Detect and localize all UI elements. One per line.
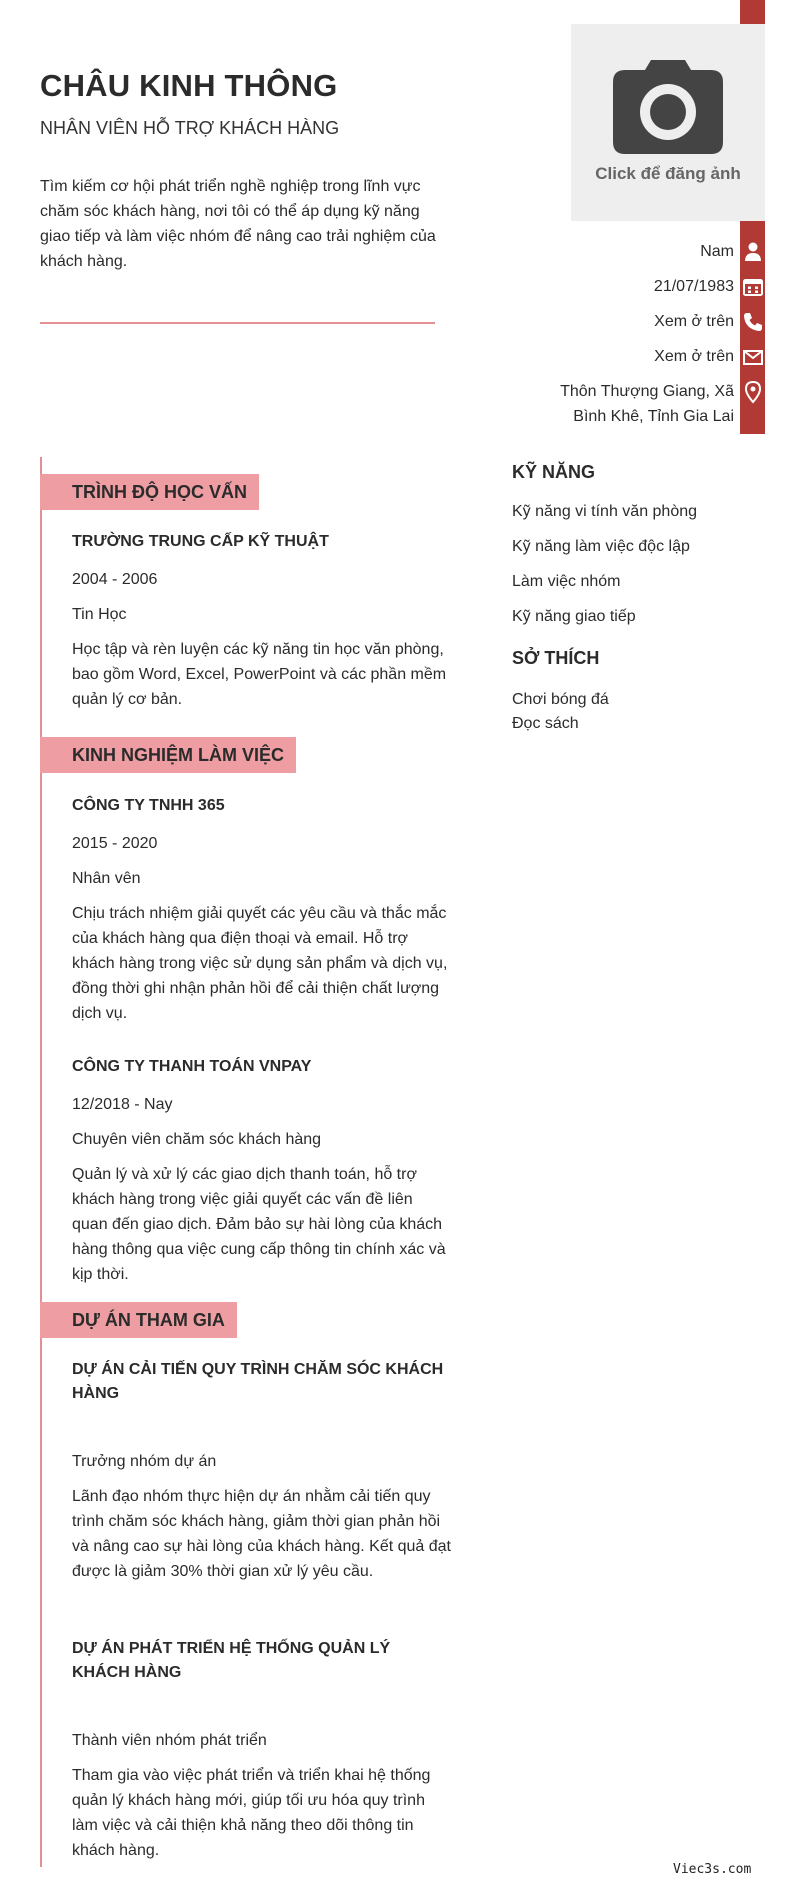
skills-heading: KỸ NĂNG (512, 462, 596, 482)
skill-item: Kỹ năng giao tiếp (512, 608, 636, 625)
education-description: Học tập và rèn luyện các kỹ năng tin học văn phòng, bao gồm Word, Excel, PowerPoint và các phần mềm quản lý cơ bản. (72, 641, 447, 708)
education-period: 2004 - 2006 (72, 571, 158, 588)
project-description: Tham gia vào việc phát triển và triển khai hệ thống quản lý khách hàng mới, giúp tối ưu hóa quy trình làm việc và cải thiện khả năng theo dõi thông tin khách hàng. (72, 1767, 431, 1859)
experience-heading: KINH NGHIỆM LÀM VIỆC (40, 737, 296, 773)
gender-value: Nam (700, 243, 734, 260)
projects-heading: DỰ ÁN THAM GIA (40, 1302, 237, 1338)
hobbies-heading: SỞ THÍCH (512, 648, 600, 668)
project-role: Thành viên nhóm phát triển (72, 1732, 267, 1749)
project-role: Trưởng nhóm dự án (72, 1453, 217, 1470)
hobby-item: Đọc sách (512, 715, 579, 732)
email-value: Xem ở trên (654, 348, 734, 365)
photo-upload[interactable] (571, 24, 765, 221)
site-watermark: Viec3s.com (673, 1862, 752, 1877)
calendar-icon (741, 275, 765, 299)
person-icon (741, 240, 765, 264)
job-title: NHÂN VIÊN HỖ TRỢ KHÁCH HÀNG (40, 118, 340, 138)
career-objective: Tìm kiếm cơ hội phát triển nghề nghiệp trong lĩnh vực chăm sóc khách hàng, nơi tôi có thể áp dụng kỹ năng giao tiếp và làm việc nhóm để nâng cao trải nghiệm của khách hàng. (40, 178, 436, 270)
skill-item: Kỹ năng vi tính văn phòng (512, 503, 698, 520)
experience-position: Nhân vên (72, 870, 141, 887)
phone-icon (741, 310, 765, 334)
photo-upload-label: Click để đăng ảnh (595, 164, 741, 183)
experience-period: 12/2018 - Nay (72, 1096, 173, 1113)
header-divider (40, 322, 435, 324)
experience-position: Chuyên viên chăm sóc khách hàng (72, 1131, 322, 1148)
accent-bar-top (740, 0, 765, 24)
experience-company: CÔNG TY THANH TOÁN VNPAY (72, 1058, 312, 1075)
project-name: DỰ ÁN CẢI TIẾN QUY TRÌNH CHĂM SÓC KHÁCH HÀNG (72, 1361, 444, 1402)
skill-item: Kỹ năng làm việc độc lập (512, 538, 690, 555)
address-line-1: Thôn Thượng Giang, Xã (560, 383, 734, 400)
project-name: DỰ ÁN PHÁT TRIỂN HỆ THỐNG QUẢN LÝ KHÁCH HÀNG (72, 1640, 391, 1681)
mail-icon (741, 345, 765, 369)
hobby-item: Chơi bóng đá (512, 691, 609, 708)
project-description: Lãnh đạo nhóm thực hiện dự án nhằm cải tiến quy trình chăm sóc khách hàng, giảm thời gian phản hồi và nâng cao sự hài lòng của khách hàng. Kết quả đạt được là giảm 30% thời gian xử lý yêu cầu. (72, 1488, 451, 1580)
birthday-value: 21/07/1983 (653, 278, 734, 295)
section-timeline (40, 457, 42, 1867)
candidate-name: CHÂU KINH THÔNG (40, 68, 338, 103)
education-heading: TRÌNH ĐỘ HỌC VẤN (40, 474, 259, 510)
education-school: TRƯỜNG TRUNG CẤP KỸ THUẬT (72, 533, 329, 550)
education-major: Tin Học (72, 606, 127, 623)
address-line-2: Bình Khê, Tỉnh Gia Lai (573, 408, 734, 425)
skill-item: Làm việc nhóm (512, 573, 621, 590)
camera-icon (611, 54, 725, 154)
location-icon (741, 380, 765, 404)
experience-period: 2015 - 2020 (72, 835, 158, 852)
experience-company: CÔNG TY TNHH 365 (72, 797, 225, 814)
experience-description: Chịu trách nhiệm giải quyết các yêu cầu và thắc mắc của khách hàng qua điện thoại và email. Hỗ trợ khách hàng trong việc sử dụng sản phẩm và dịch vụ, đồng thời ghi nhận phản hồi để cải thiện chất lượng dịch vụ. (72, 905, 448, 1022)
experience-description: Quản lý và xử lý các giao dịch thanh toán, hỗ trợ khách hàng trong việc giải quyết các vấn đề liên quan đến giao dịch. Đảm bảo sự hài lòng của khách hàng thông qua việc cung cấp thông tin chính xác và kịp thời. (72, 1166, 446, 1283)
phone-value: Xem ở trên (654, 313, 734, 330)
